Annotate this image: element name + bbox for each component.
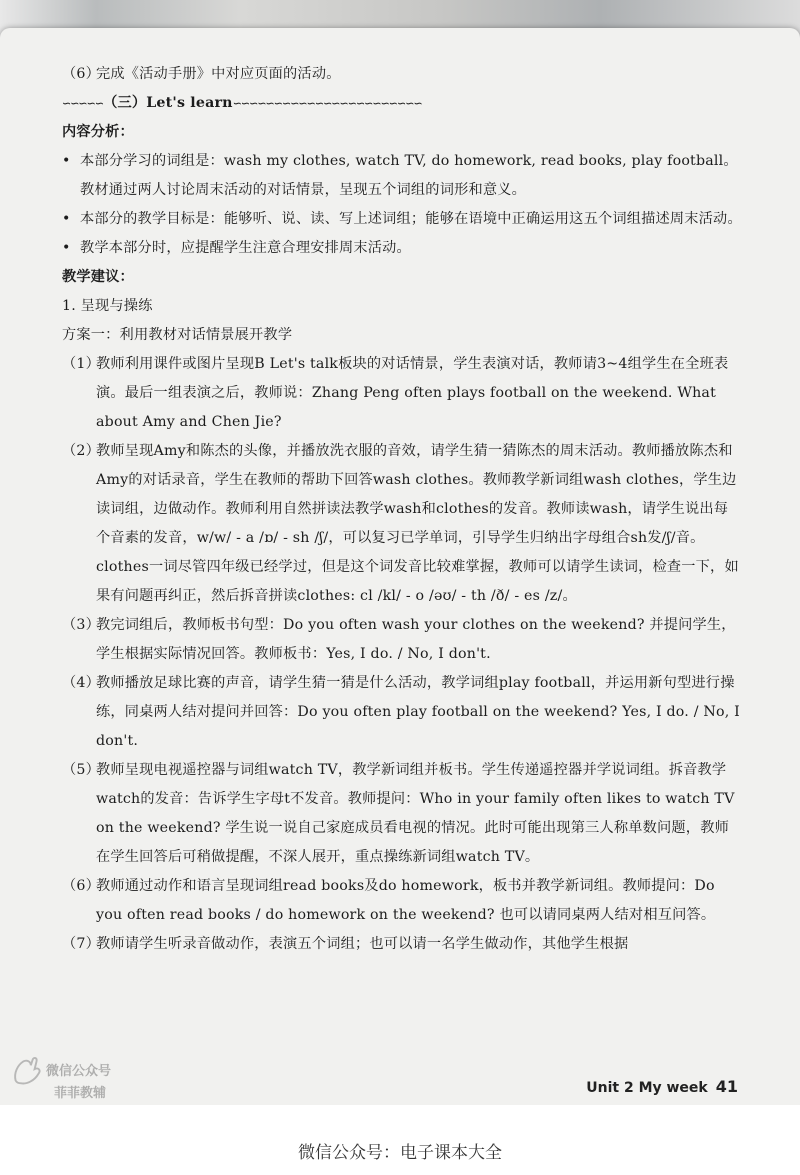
caption: 微信公众号：电子课本大全	[298, 1143, 502, 1163]
step-number: （2）	[62, 443, 101, 459]
bullet-item	[62, 234, 742, 263]
analysis-title: 内容分析：	[62, 124, 134, 140]
plan-title: 方案一：利用教材对话情景展开教学	[62, 327, 293, 343]
bullet-icon: •	[62, 153, 71, 169]
page-content	[62, 60, 742, 959]
step-item	[62, 437, 742, 611]
section-heading	[62, 89, 742, 118]
bullet-item	[62, 205, 742, 234]
item-number: （6）	[62, 66, 101, 82]
hand-icon	[8, 1052, 46, 1090]
bullet-text: 教学本部分时，应提醒学生注意合理安排周末活动。	[80, 240, 411, 256]
wave-decoration-right: ∽∽∽∽∽∽∽∽∽∽∽∽∽∽∽∽∽∽∽∽∽∽∽	[232, 97, 422, 110]
step-text: 教师呈现电视遥控器与词组watch TV，教学新词组并板书。学生传递遥控器并学说词组。拆音教学watch的发音：告诉学生字母t不发音。教师提问：Who in your family often likes to watch TV on the weekend? 学生说一说自己家庭成员看电视的情况。此时可能出现第三人称单数问题，教师在学生回答后可稍做提醒，不深人展开，重点操练新词组watch TV。	[96, 762, 735, 865]
section-title: （三）Let's learn	[103, 95, 233, 111]
bullet-text: 本部分的教学目标是：能够听、说、读、写上述词组；能够在语境中正确运用这五个词组描述周末活动。	[80, 211, 742, 227]
step-text: 教师请学生听录音做动作，表演五个词组；也可以请一名学生做动作，其他学生根据	[96, 936, 629, 952]
step-item	[62, 930, 742, 959]
step-item	[62, 669, 742, 756]
step-item	[62, 350, 742, 437]
bullet-icon: •	[62, 211, 71, 227]
unit-label: Unit 2 My week	[586, 1080, 708, 1096]
activity-item	[62, 60, 742, 89]
step-text: 教师通过动作和语言呈现词组read books及do homework，板书并教学新词组。教师提问：Do you often read books / do homework on the weekend? 也可以请同桌两人结对相互问答。	[96, 878, 716, 923]
bullet-text: 本部分学习的词组是：wash my clothes, watch TV, do homework, read books, play football。教材通过两人讨论周末活动的对话情景，呈现五个词组的词形和意义。	[80, 153, 738, 198]
step-text: 教师利用课件或图片呈现B Let's talk板块的对话情景，学生表演对话，教师请3~4组学生在全班表演。最后一组表演之后，教师说：Zhang Peng often plays football on the weekend. What about Amy and Chen Jie?	[96, 356, 729, 430]
item-text: 完成《活动手册》中对应页面的活动。	[96, 66, 341, 82]
step-number: （3）	[62, 617, 101, 633]
watermark-line1: 微信公众号	[46, 1064, 112, 1079]
step-number: （6）	[62, 878, 101, 894]
step-number: （1）	[62, 356, 101, 372]
wave-decoration-left: ∽∽∽∽∽	[62, 97, 104, 110]
bullet-icon: •	[62, 240, 71, 256]
bullet-item	[62, 147, 742, 205]
step-number: （4）	[62, 675, 101, 691]
step-text: 教完词组后，教师板书句型：Do you often wash your clothes on the weekend? 并提问学生，学生根据实际情况回答。教师板书：Yes, I do. / No, I don't.	[96, 617, 736, 662]
step-number: （5）	[62, 762, 101, 778]
watermark-line2: 菲菲教辅	[54, 1086, 107, 1101]
step-text: 教师呈现Amy和陈杰的头像，并播放洗衣服的音效，请学生猜一猜陈杰的周末活动。教师播放陈杰和Amy的对话录音，学生在教师的帮助下回答wash clothes。教师教学新词组wash clothes，学生边读词组，边做动作。教师利用自然拼读法教学wash和clothes的发音。教师读wash，请学生说出每个音素的发音，w/w/ - a /ɒ/ - sh /ʃ/，可以复习已学单词，引导学生归纳出字母组合sh发/ʃ/音。clothes一词尽管四年级已经学过，但是这个词发音比较难掌握，教师可以请学生读词，检查一下，如果有问题再纠正，然后拆音拼读clothes: cl /kl/ - o /əʊ/ - th /ð/ - es /z/。	[96, 443, 739, 604]
step-number: （7）	[62, 936, 101, 952]
subsection-title: 1. 呈现与操练	[62, 298, 153, 314]
suggestions-title: 教学建议：	[62, 269, 134, 285]
page-footer	[586, 1077, 738, 1096]
page-number: 41	[715, 1077, 738, 1096]
step-item	[62, 872, 742, 930]
step-item	[62, 756, 742, 872]
step-item	[62, 611, 742, 669]
step-text: 教师播放足球比赛的声音，请学生猜一猜是什么活动，教学词组play football，并运用新句型进行操练，同桌两人结对提问并回答：Do you often play football on the weekend? Yes, I do. / No, I don't.	[96, 675, 740, 749]
watermark	[2, 1048, 132, 1110]
